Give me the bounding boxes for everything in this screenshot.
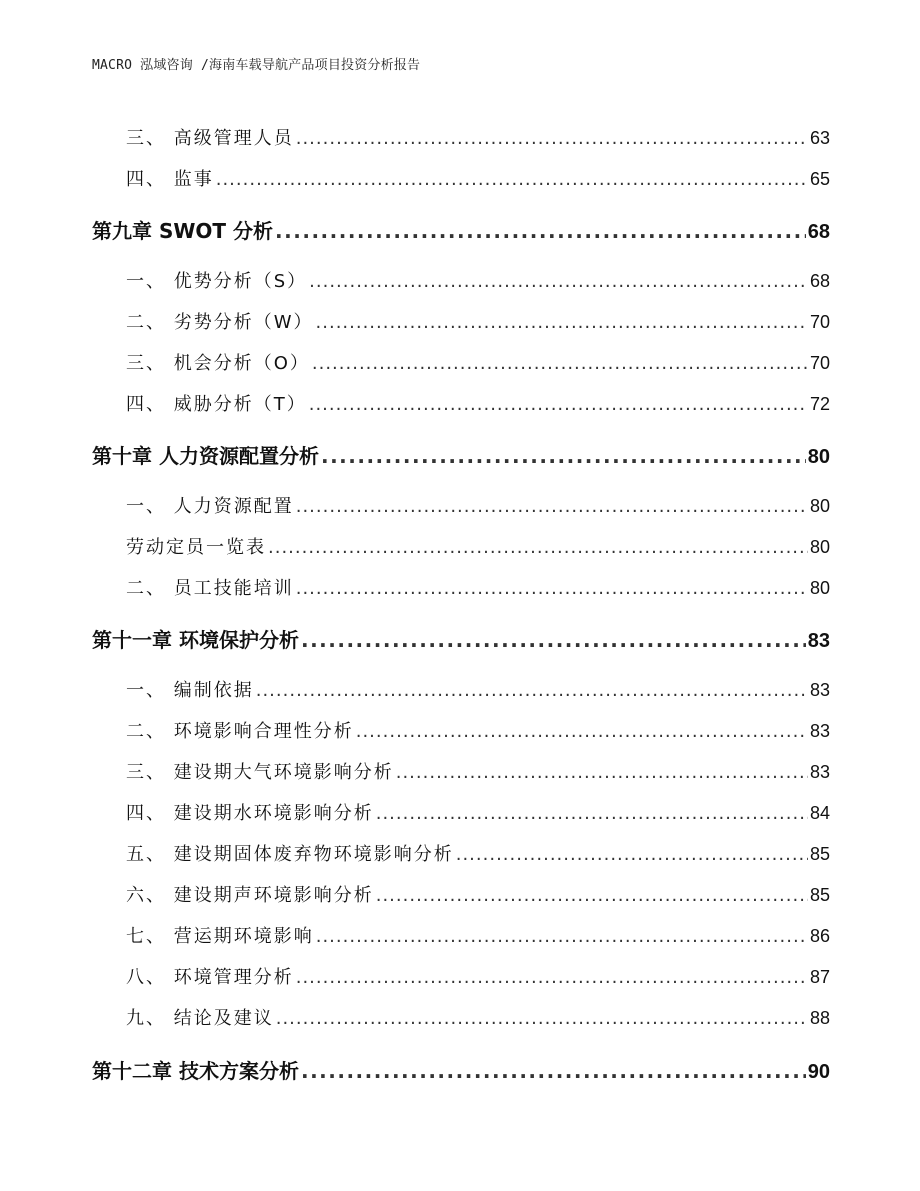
toc-leader-dots: [396, 762, 808, 783]
toc-leader-dots: [268, 537, 808, 558]
toc-entry-title: 三、 建设期大气环境影响分析: [126, 762, 394, 783]
toc-entry-page: 83: [809, 762, 830, 782]
toc-entry-title: 一、 优势分析（S）: [126, 271, 308, 292]
toc-leader-dots: [216, 169, 808, 190]
toc-entry-page: 83: [807, 630, 830, 652]
toc-entry-title: 四、 建设期水环境影响分析: [126, 803, 374, 824]
toc-entry-page: 68: [807, 221, 830, 243]
toc-entry[interactable]: [92, 390, 830, 416]
toc-entry-page: 68: [809, 271, 830, 291]
toc-entry[interactable]: [92, 963, 830, 989]
toc-entry[interactable]: [92, 349, 830, 375]
toc-entry-title: 劳动定员一览表: [126, 537, 266, 558]
toc-entry-title: 二、 环境影响合理性分析: [126, 721, 354, 742]
toc-entry-page: 80: [809, 537, 830, 557]
toc-leader-dots: [296, 496, 808, 517]
toc-leader-dots: [296, 967, 808, 988]
toc-leader-dots: [256, 680, 808, 701]
toc-entry-title: 二、 劣势分析（W）: [126, 312, 314, 333]
table-of-contents: [92, 0, 830, 1191]
toc-entry[interactable]: [92, 881, 830, 907]
toc-entry-title: 第十一章 环境保护分析: [92, 628, 299, 652]
toc-entry-page: 85: [809, 885, 830, 905]
toc-entry[interactable]: [92, 533, 830, 559]
toc-entry[interactable]: [92, 922, 830, 948]
toc-entry-title: 第十章 人力资源配置分析: [92, 444, 319, 468]
toc-leader-dots: [376, 803, 808, 824]
toc-entry[interactable]: [92, 840, 830, 866]
toc-leader-dots: [276, 1008, 808, 1029]
toc-entry-page: 83: [809, 680, 830, 700]
toc-entry[interactable]: [92, 574, 830, 600]
toc-leader-dots: [456, 844, 808, 865]
toc-entry-page: 84: [809, 803, 830, 823]
toc-entry-page: 80: [807, 446, 830, 468]
toc-entry-title: 四、 监事: [126, 169, 214, 190]
toc-chapter-entry[interactable]: [92, 215, 830, 244]
toc-leader-dots: [275, 219, 806, 243]
toc-entry-title: 一、 编制依据: [126, 680, 254, 701]
page-header: MACRO 泓域咨询 /海南车载导航产品项目投资分析报告: [92, 58, 421, 73]
toc-entry-page: 80: [809, 578, 830, 598]
toc-entry-page: 83: [809, 721, 830, 741]
toc-entry[interactable]: [92, 758, 830, 784]
toc-entry[interactable]: [92, 308, 830, 334]
toc-leader-dots: [309, 271, 808, 292]
toc-entry-page: 65: [809, 169, 830, 189]
toc-entry-title: 二、 员工技能培训: [126, 578, 294, 599]
toc-leader-dots: [321, 444, 806, 468]
toc-chapter-entry[interactable]: [92, 1055, 830, 1084]
toc-entry-page: 85: [809, 844, 830, 864]
toc-chapter-entry[interactable]: [92, 440, 830, 469]
toc-leader-dots: [312, 353, 808, 374]
toc-entry[interactable]: [92, 799, 830, 825]
toc-leader-dots: [296, 128, 808, 149]
toc-entry-page: 63: [809, 128, 830, 148]
toc-entry[interactable]: [92, 165, 830, 191]
toc-entry-page: 70: [809, 353, 830, 373]
toc-entry[interactable]: [92, 1004, 830, 1030]
toc-entry-title: 第十二章 技术方案分析: [92, 1059, 299, 1083]
toc-leader-dots: [301, 628, 806, 652]
toc-leader-dots: [296, 578, 808, 599]
toc-entry-title: 七、 营运期环境影响: [126, 926, 314, 947]
toc-leader-dots: [316, 926, 808, 947]
toc-entry-page: 90: [807, 1061, 830, 1083]
toc-leader-dots: [301, 1059, 806, 1083]
toc-entry-title: 三、 高级管理人员: [126, 128, 294, 149]
toc-leader-dots: [309, 394, 808, 415]
toc-entry-page: 72: [809, 394, 830, 414]
toc-entry-title: 四、 威胁分析（T）: [126, 394, 307, 415]
toc-entry-title: 五、 建设期固体废弃物环境影响分析: [126, 844, 454, 865]
toc-entry-page: 80: [809, 496, 830, 516]
toc-leader-dots: [356, 721, 808, 742]
toc-entry-title: 九、 结论及建议: [126, 1008, 274, 1029]
toc-entry[interactable]: [92, 124, 830, 150]
toc-entry-title: 六、 建设期声环境影响分析: [126, 885, 374, 906]
toc-entry-page: 86: [809, 926, 830, 946]
toc-entry-title: 第九章 SWOT 分析: [92, 219, 274, 243]
toc-entry[interactable]: [92, 676, 830, 702]
toc-entry-page: 70: [809, 312, 830, 332]
toc-leader-dots: [376, 885, 808, 906]
toc-entry-page: 87: [809, 967, 830, 987]
toc-entry[interactable]: [92, 717, 830, 743]
toc-entry-title: 三、 机会分析（O）: [126, 353, 310, 374]
toc-leader-dots: [316, 312, 808, 333]
toc-entry[interactable]: [92, 492, 830, 518]
toc-chapter-entry[interactable]: [92, 624, 830, 653]
toc-entry-page: 88: [809, 1008, 830, 1028]
toc-entry[interactable]: [92, 267, 830, 293]
toc-entry-title: 八、 环境管理分析: [126, 967, 294, 988]
toc-entry-title: 一、 人力资源配置: [126, 496, 294, 517]
